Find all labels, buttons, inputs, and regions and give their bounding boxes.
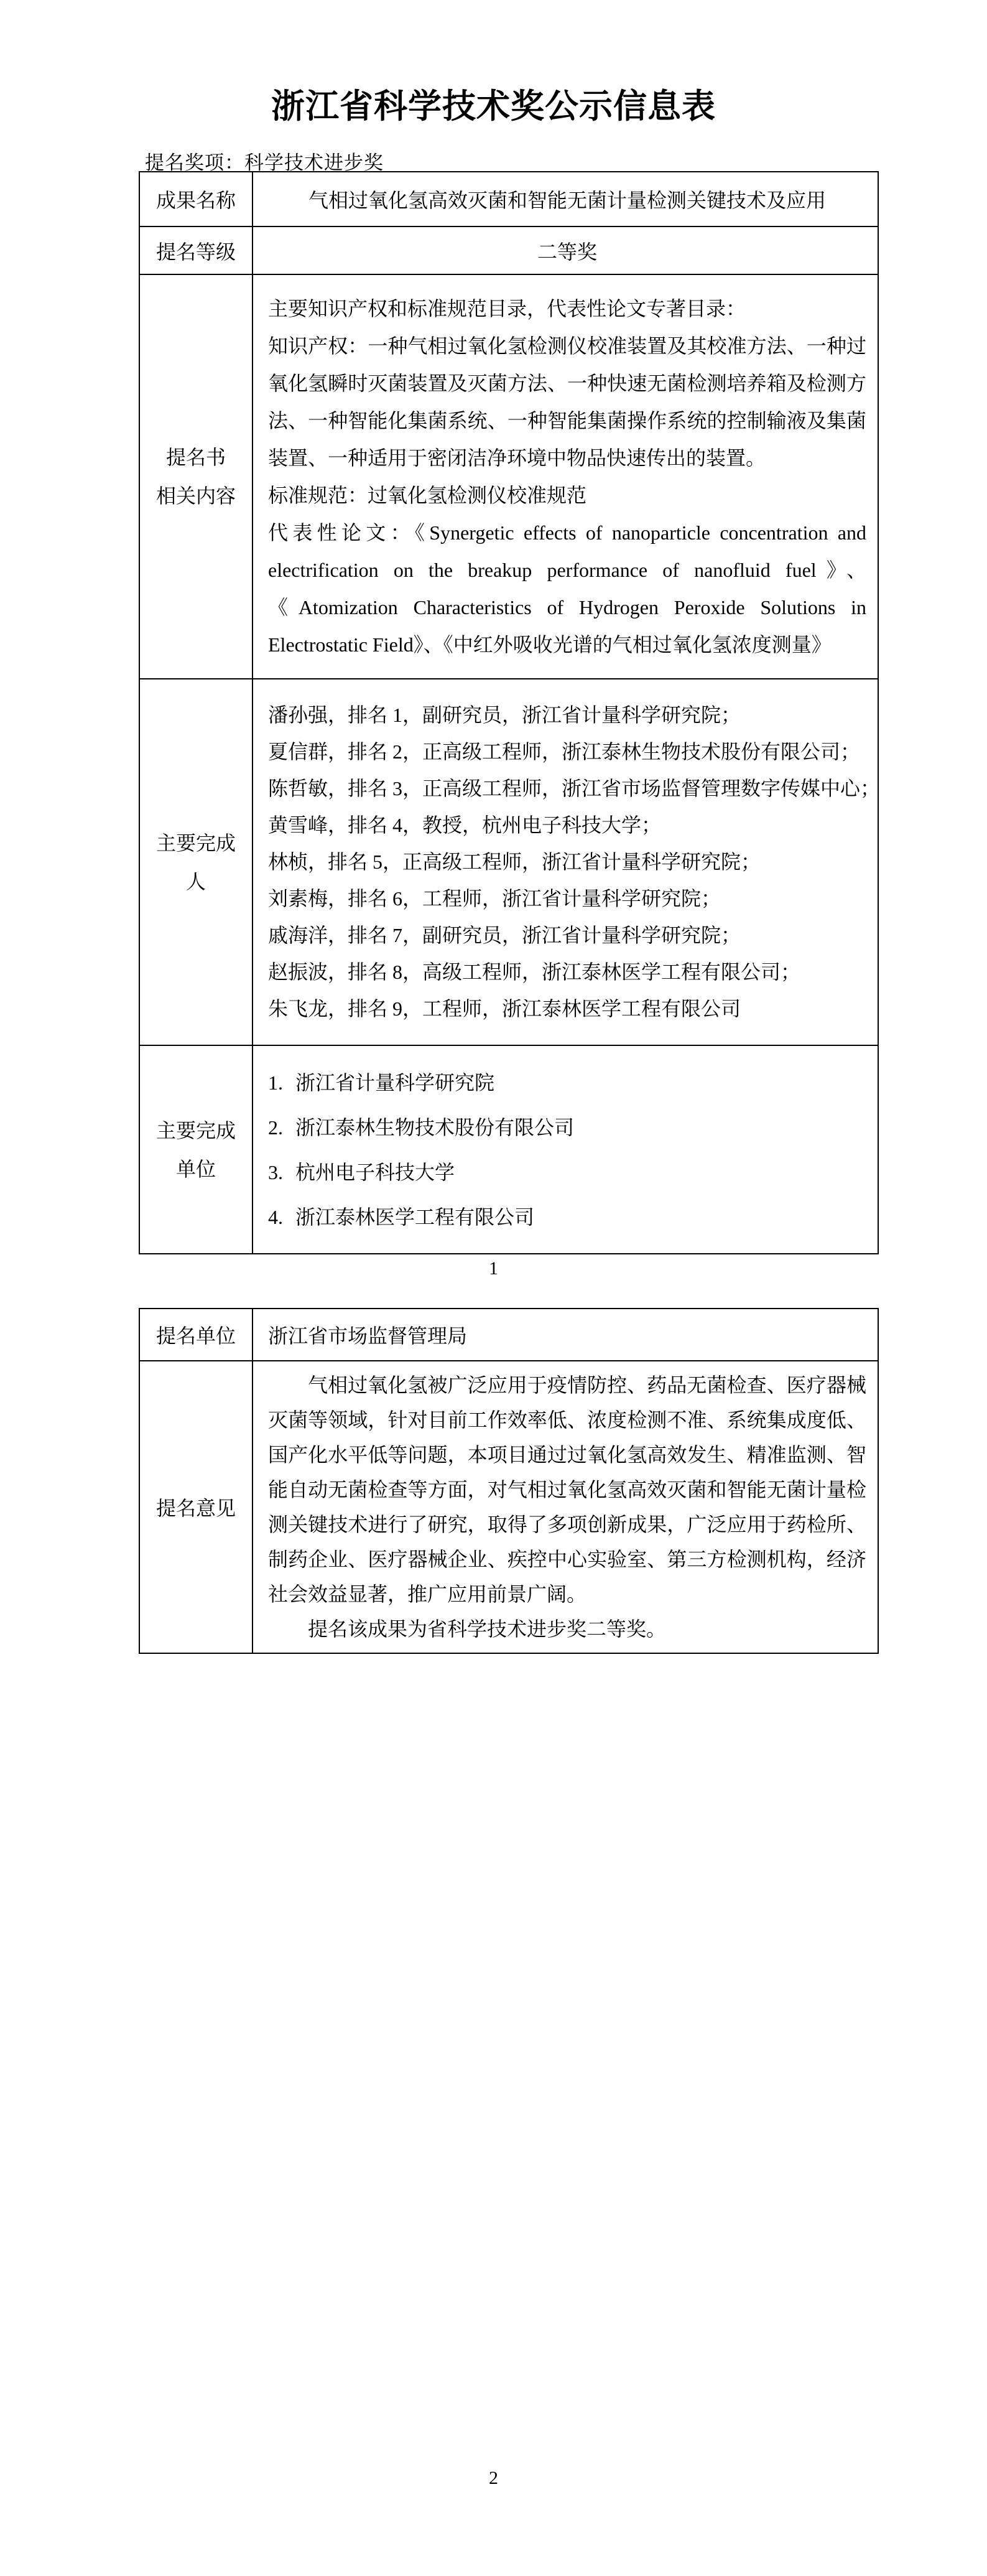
nomination-doc-label <box>139 274 253 679</box>
achievement-name-value: 气相过氧化氢高效灭菌和智能无菌计量检测关键技术及应用 <box>253 172 878 226</box>
page-number-1: 1 <box>489 1258 498 1279</box>
contributors-label-line2: 人 <box>185 870 206 893</box>
nomination-doc-paragraph: 主要知识产权和标准规范目录，代表性论文专著目录： <box>268 297 746 320</box>
organizations-label-line2: 单位 <box>175 1157 216 1180</box>
nomination-info-table <box>139 171 879 1254</box>
table-row-achievement <box>139 172 878 226</box>
table-row-contributors <box>139 679 878 1045</box>
organizations-label-line1: 主要完成 <box>155 1119 236 1142</box>
opinion-label: 提名意见 <box>139 1361 253 1653</box>
organization-entry <box>268 1195 866 1239</box>
nominating-unit-value: 浙江省市场监督管理局 <box>253 1309 878 1361</box>
organization-entry <box>268 1105 866 1150</box>
contributor-entry: 夏信群，排名 2，正高级工程师，浙江泰林生物技术股份有限公司； <box>268 740 861 763</box>
contributors-label <box>139 679 253 1045</box>
contributor-entry: 黄雪峰，排名 4，教授，杭州电子科技大学； <box>268 814 662 836</box>
nomination-level-value: 二等奖 <box>253 226 878 274</box>
organization-entry <box>268 1060 866 1105</box>
page-number-2: 2 <box>489 2468 498 2488</box>
organizations-label <box>139 1045 253 1254</box>
table-row-nomination-doc <box>139 274 878 679</box>
contributor-entry: 朱飞龙，排名 9，工程师，浙江泰林医学工程有限公司 <box>268 997 741 1020</box>
table-row-organizations <box>139 1045 878 1254</box>
nomination-opinion-table <box>139 1308 879 1654</box>
nomination-doc-label-line2: 相关内容 <box>155 485 236 507</box>
nomination-level-label: 提名等级 <box>139 226 253 274</box>
contributor-entry: 陈哲敏，排名 3，正高级工程师，浙江省市场监督管理数字传媒中心； <box>268 777 881 800</box>
nomination-doc-paragraph: 标准规范：过氧化氢检测仪校准规范 <box>268 484 587 506</box>
organization-entry-name: 浙江泰林医学工程有限公司 <box>295 1205 535 1228</box>
organization-entry-name: 浙江泰林生物技术股份有限公司 <box>295 1116 575 1139</box>
contributor-entry: 戚海洋，排名 7，副研究员，浙江省计量科学研究院； <box>268 924 741 946</box>
organization-entry <box>268 1150 866 1195</box>
award-category-line: 提名奖项：科学技术进步奖 <box>145 152 384 174</box>
nominating-unit-label: 提名单位 <box>139 1309 253 1361</box>
nomination-doc-paragraph: 代表性论文：《Synergetic effects of nanoparticle concentration and electrification on the breakup performance of nanofluid fuel》、《Atomization Characteristics of Hydrogen Peroxide Solutions in Electrostatic Field》、《中红外吸收光谱的气相过氧化氢浓度测量》 <box>268 521 866 656</box>
opinion-paragraph: 提名该成果为省科学技术进步奖二等奖。 <box>308 1618 667 1640</box>
table-row-level <box>139 226 878 274</box>
organization-entry-number: 2. <box>268 1116 283 1139</box>
organization-entry-number: 4. <box>268 1205 283 1228</box>
contributors-label-line1: 主要完成 <box>155 831 236 854</box>
organization-entry-name: 浙江省计量科学研究院 <box>295 1071 495 1094</box>
organizations-list <box>253 1045 878 1254</box>
opinion-paragraph: 气相过氧化氢被广泛应用于疫情防控、药品无菌检查、医疗器械灭菌等领域，针对目前工作效率低、浓度检测不准、系统集成度低、国产化水平低等问题，本项目通过过氧化氢高效发生、精准监测、智能自动无菌检查等方面，对气相过氧化氢高效灭菌和智能无菌计量检测关键技术进行了研究，取得了多项创新成果，广泛应用于药检所、制药企业、医疗器械企业、疾控中心实验室、第三方检测机构，经济社会效益显著，推广应用前景广阔。 <box>268 1374 866 1605</box>
opinion-content <box>253 1361 878 1653</box>
contributor-entry: 赵振波，排名 8，高级工程师，浙江泰林医学工程有限公司； <box>268 961 801 983</box>
contributor-entry: 潘孙强，排名 1，副研究员，浙江省计量科学研究院； <box>268 704 741 726</box>
organization-entry-name: 杭州电子科技大学 <box>295 1160 455 1183</box>
contributors-list <box>253 679 881 1045</box>
achievement-name-label: 成果名称 <box>139 172 253 226</box>
table-row-opinion <box>139 1361 878 1653</box>
page-title: 浙江省科学技术奖公示信息表 <box>271 88 716 125</box>
nomination-doc-paragraph: 知识产权：一种气相过氧化氢检测仪校准装置及其校准方法、一种过氧化氢瞬时灭菌装置及灭菌方法、一种快速无菌检测培养箱及检测方法、一种智能化集菌系统、一种智能集菌操作系统的控制输液及集菌装置、一种适用于密闭洁净环境中物品快速传出的装置。 <box>268 335 866 469</box>
nomination-doc-label-line1: 提名书 <box>165 446 226 469</box>
nomination-doc-content <box>253 274 878 679</box>
contributor-entry: 刘素梅，排名 6，工程师，浙江省计量科学研究院； <box>268 887 721 910</box>
table-row-nominating-unit <box>139 1309 878 1361</box>
organization-entry-number: 3. <box>268 1160 283 1183</box>
contributor-entry: 林桢，排名 5，正高级工程师，浙江省计量科学研究院； <box>268 851 761 873</box>
organization-entry-number: 1. <box>268 1071 283 1094</box>
